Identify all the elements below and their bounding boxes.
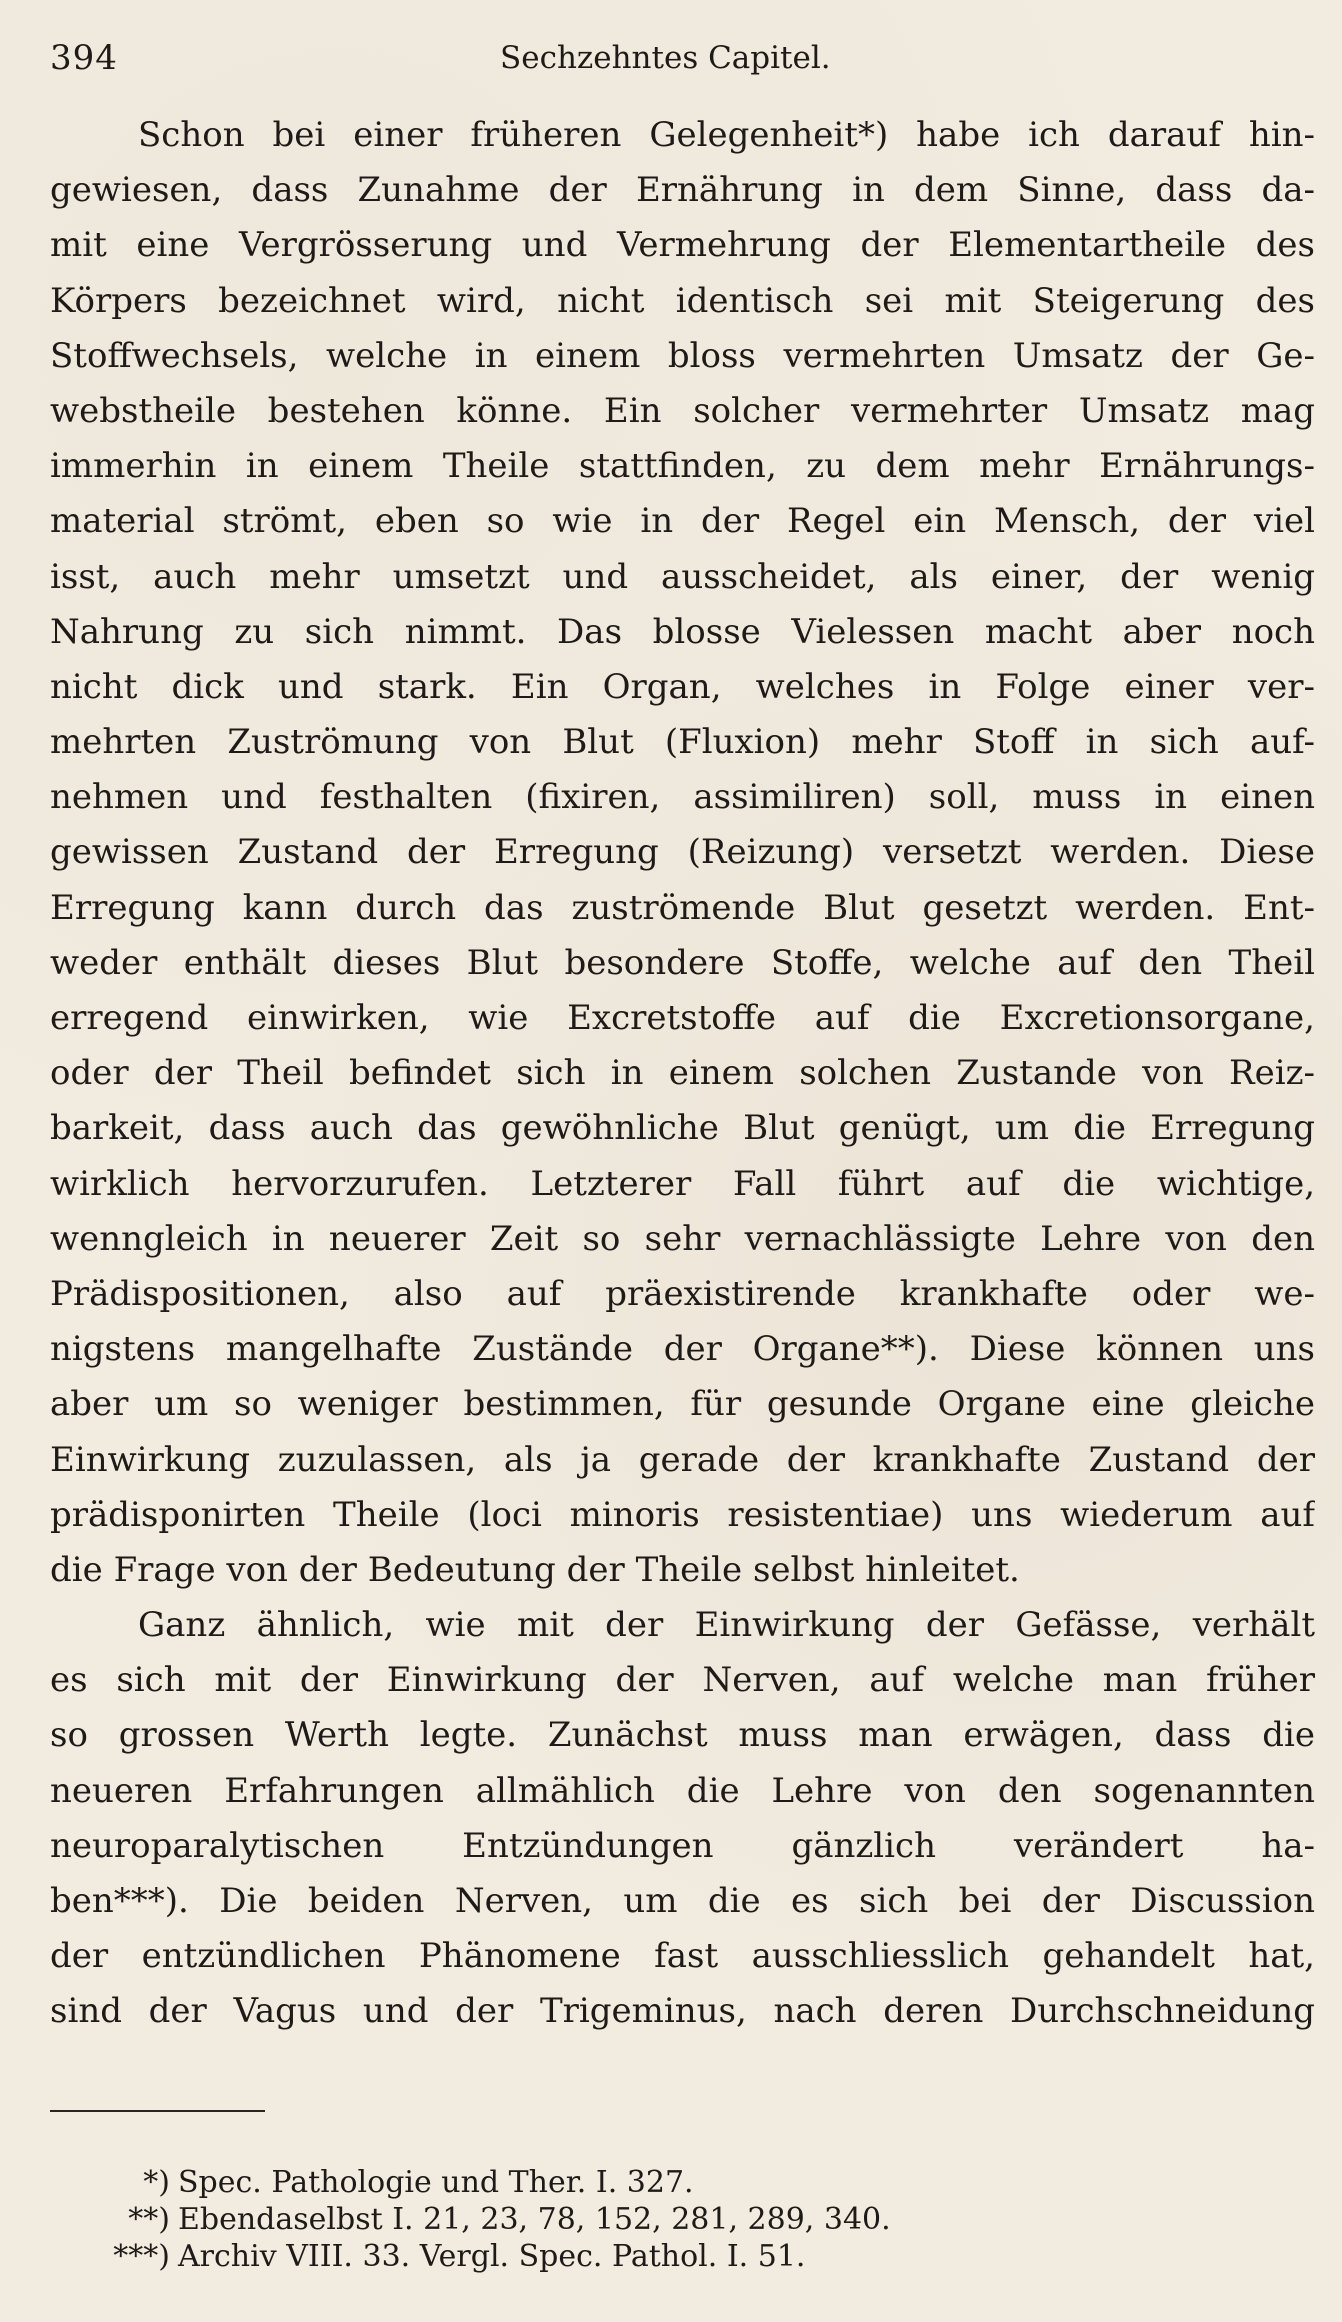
text-line: gewissen Zustand der Erregung (Reizung) versetzt werden. Diese: [50, 832, 1315, 873]
page-number: 394: [50, 38, 118, 78]
text-line: ben***). Die beiden Nerven, um die es sich bei der Discussion: [50, 1881, 1315, 1921]
text-line: Nahrung zu sich nimmt. Das blosse Vielessen macht aber noch: [50, 611, 1315, 652]
text-line: Einwirkung zuzulassen, als ja gerade der krankhafte Zustand der: [50, 1439, 1315, 1480]
text-line: weder enthält dieses Blut besondere Stoffe, welche auf den Theil: [50, 942, 1315, 983]
text-line: webstheile bestehen könne. Ein solcher vermehrter Umsatz mag: [50, 390, 1315, 431]
text-line: so grossen Werth legte. Zunächst muss man erwägen, dass die: [50, 1715, 1315, 1756]
footnote-text: Archiv VIII. 33. Vergl. Spec. Pathol. I. 51.: [178, 2239, 806, 2274]
text-line: der entzündlichen Phänomene fast ausschliesslich gehandelt hat,: [50, 1936, 1315, 1977]
footnote: [103, 2164, 1103, 2201]
text-line: mit eine Vergrösserung und Vermehrung der Elementartheile des: [50, 225, 1315, 266]
text-line: sind der Vagus und der Trigeminus, nach deren Durchschneidung: [50, 1991, 1315, 2032]
text-line: barkeit, dass auch das gewöhnliche Blut genügt, um die Erregung: [50, 1108, 1315, 1149]
footnote-mark: ***): [113, 2239, 170, 2274]
text-line: erregend einwirken, wie Excretstoffe auf die Excretionsorgane,: [50, 998, 1315, 1038]
page-header: [50, 30, 1315, 90]
text-line: oder der Theil befindet sich in einem solchen Zustande von Reiz-: [50, 1053, 1315, 1094]
footnote: [103, 2201, 1103, 2238]
footnote-mark: **): [128, 2202, 170, 2237]
footnote-mark: *): [143, 2165, 170, 2200]
text-line: gewiesen, dass Zunahme der Ernährung in dem Sinne, dass da-: [50, 170, 1315, 211]
text-line: neueren Erfahrungen allmählich die Lehre von den sogenannten: [50, 1770, 1315, 1811]
text-line: wirklich hervorzurufen. Letzterer Fall führt auf die wichtige,: [50, 1163, 1315, 1204]
text-line: prädisponirten Theile (loci minoris resistentiae) uns wiederum auf: [50, 1494, 1315, 1535]
text-line: material strömt, eben so wie in der Regel ein Mensch, der viel: [50, 501, 1315, 542]
text-line: Prädispositionen, also auf präexistirende krankhafte oder we-: [50, 1273, 1315, 1314]
paragraph-end-line: die Frage von der Bedeutung der Theile selbst hinleitet.: [50, 1549, 1020, 1590]
text-line: nehmen und festhalten (fixiren, assimiliren) soll, muss in einen: [50, 777, 1315, 818]
text-line: nigstens mangelhafte Zustände der Organe**). Diese können uns: [50, 1329, 1315, 1370]
text-line: Ganz ähnlich, wie mit der Einwirkung der Gefässe, verhält: [138, 1605, 1315, 1646]
text-line: isst, auch mehr umsetzt und ausscheidet, als einer, der wenig: [50, 556, 1315, 597]
footnote-divider: [50, 2110, 265, 2112]
running-title: Sechzehntes Capitel.: [500, 40, 831, 76]
footnote: [103, 2238, 1103, 2275]
text-line: es sich mit der Einwirkung der Nerven, auf welche man früher: [50, 1660, 1315, 1701]
text-line: neuroparalytischen Entzündungen gänzlich verändert ha-: [50, 1825, 1315, 1866]
text-line: mehrten Zuströmung von Blut (Fluxion) mehr Stoff in sich auf-: [50, 722, 1315, 763]
footnote-text: Spec. Pathologie und Ther. I. 327.: [178, 2165, 694, 2200]
text-line: nicht dick und stark. Ein Organ, welches in Folge einer ver-: [50, 666, 1315, 707]
text-line: Stoffwechsels, welche in einem bloss vermehrten Umsatz der Ge-: [50, 335, 1315, 376]
text-line: Körpers bezeichnet wird, nicht identisch sei mit Steigerung des: [50, 280, 1315, 321]
footnote-text: Ebendaselbst I. 21, 23, 78, 152, 281, 289, 340.: [178, 2202, 891, 2237]
text-line: Schon bei einer früheren Gelegenheit*) habe ich darauf hin-: [138, 115, 1315, 155]
text-line: wenngleich in neuerer Zeit so sehr vernachlässigte Lehre von den: [50, 1218, 1315, 1259]
text-line: Erregung kann durch das zuströmende Blut gesetzt werden. Ent-: [50, 887, 1315, 928]
footnotes: [103, 2164, 1103, 2275]
body-text: [50, 108, 1315, 2040]
text-line: immerhin in einem Theile stattfinden, zu dem mehr Ernährungs-: [50, 446, 1315, 487]
text-line: aber um so weniger bestimmen, für gesunde Organe eine gleiche: [50, 1384, 1315, 1425]
